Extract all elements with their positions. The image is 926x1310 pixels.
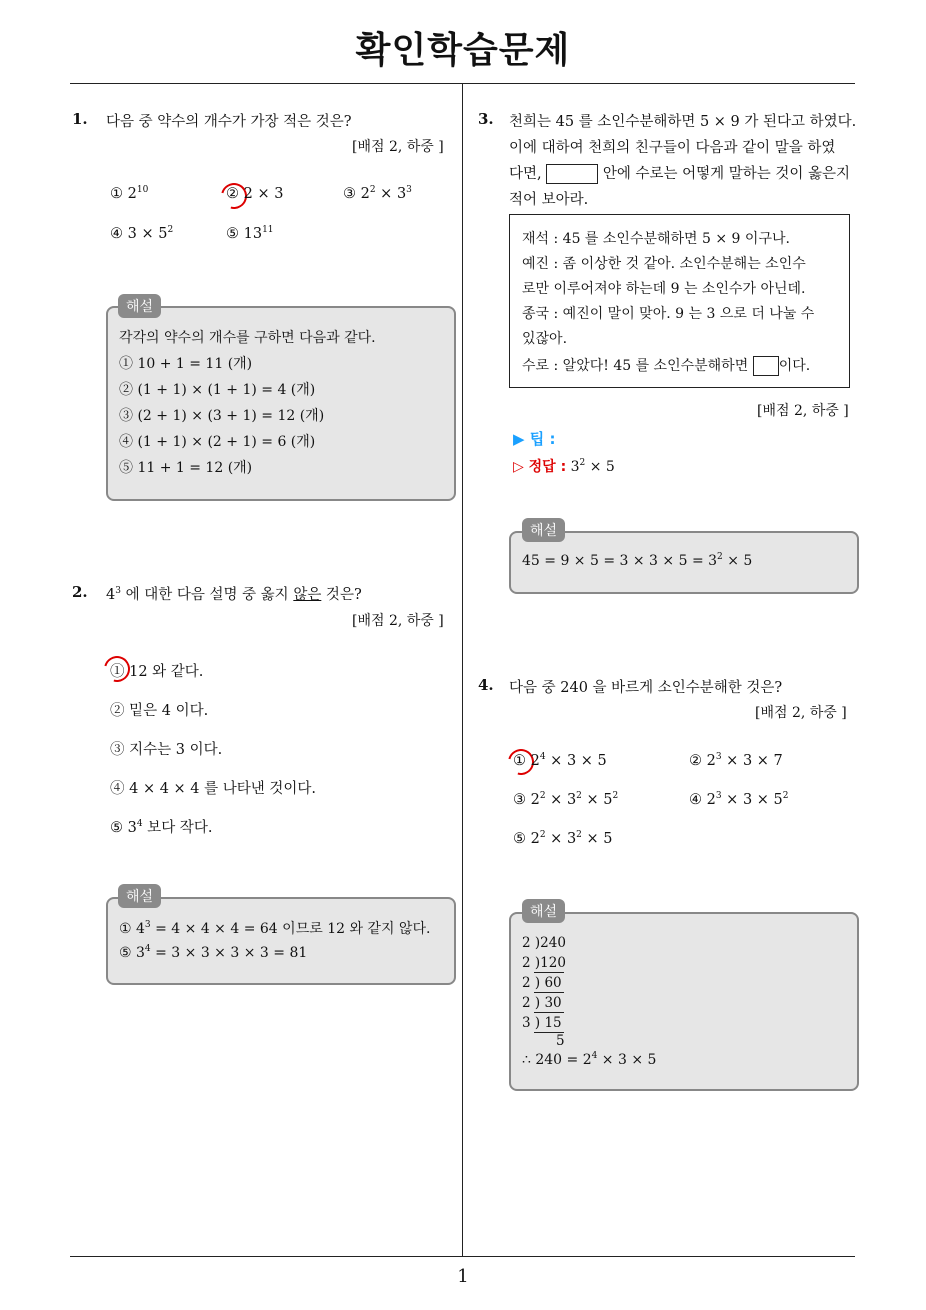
bottom-divider <box>70 1256 855 1257</box>
q3-dialog-line: 예진 : 좀 이상한 것 같아. 소인수분해는 소인수 <box>522 256 806 272</box>
q1-exp-line: ④ (1 + 1) × (2 + 1) = 6 (개) <box>119 434 316 450</box>
division-rule <box>534 1032 564 1033</box>
q4-division-line: 2 )120 <box>522 955 566 971</box>
q1-exp-line: ③ (2 + 1) × (3 + 1) = 12 (개) <box>119 408 325 424</box>
q2-explanation-box <box>106 897 456 985</box>
q4-explanation-tag: 해설 <box>522 899 565 923</box>
q4-division-quotient: 5 <box>556 1033 565 1049</box>
q2-meta: [배점 2, 하중 ] <box>352 613 444 629</box>
division-rule <box>534 972 564 973</box>
q3-answer: ▷ 정답 : $3^2 \times 5$ <box>513 458 615 475</box>
q1-exp-line: ② (1 + 1) × (1 + 1) = 4 (개) <box>119 382 316 398</box>
q1-option-2[interactable]: ② 2 × 3 <box>226 186 284 202</box>
division-rule <box>534 992 564 993</box>
q4-option-3[interactable]: ③ $2^2 \times 3^2 \times 5^2$ <box>513 791 619 808</box>
q4-meta: [배점 2, 하중 ] <box>755 705 847 721</box>
q3-blank-box <box>546 164 598 184</box>
q3-hint-label: ▶ 팁 : <box>513 430 556 448</box>
q3-number: 3. <box>478 110 494 128</box>
q3-exp-line: $45 = 9 \times 5 = 3 \times 3 \times 5 = 3^2 \times 5$ <box>522 552 753 569</box>
q2-exp-line: ① $4^3 = 4 \times 4 \times 4 = 64$ 이므로 12 와 같지 않다. <box>119 920 431 937</box>
q1-exp-line: ⑤ 11 + 1 = 12 (개) <box>119 460 253 476</box>
q2-number: 2. <box>72 583 88 601</box>
q4-number: 4. <box>478 676 494 694</box>
page-title: 확인학습문제 <box>355 30 571 71</box>
q2-question: $4^3$ 에 대한 다음 설명 중 옳지 않은 것은? <box>106 586 362 603</box>
q3-explanation-tag: 해설 <box>522 518 565 542</box>
q2-exp-line: ⑤ $3^4 = 3 \times 3 \times 3 \times 3 = 81$ <box>119 944 308 961</box>
q4-option-5[interactable]: ⑤ $2^2 \times 3^2 \times 5$ <box>513 830 613 847</box>
q1-exp-line: ① 10 + 1 = 11 (개) <box>119 356 253 372</box>
q4-option-2[interactable]: ② $2^3 \times 3 \times 7$ <box>689 752 783 769</box>
q2-option-1[interactable]: ① 12 와 같다. <box>110 664 204 680</box>
q4-option-1[interactable]: ① $2^4 \times 3 \times 5$ <box>513 752 607 769</box>
q3-question-line: 천희는 45 를 소인수분해하면 5 × 9 가 된다고 하였다. <box>509 114 857 130</box>
q3-question-line: 다면, 안에 수로는 어떻게 말하는 것이 옳은지 <box>509 166 850 182</box>
q1-option-5[interactable]: ⑤ $13^{11}$ <box>226 225 274 242</box>
q3-dialog-line: 재석 : 45 를 소인수분해하면 5 × 9 이구나. <box>522 231 790 247</box>
q3-dialog-line: 수로 : 알았다! 45 를 소인수분해하면 이다. <box>522 358 811 374</box>
q1-option-1[interactable]: ① $2^{10}$ <box>110 185 149 202</box>
q3-dialog-line: 로만 이루어져야 하는데 9 는 소인수가 아닌데. <box>522 281 806 297</box>
q4-division-line: 2 )240 <box>522 935 566 951</box>
q3-question-line: 이에 대하여 천희의 친구들이 다음과 같이 말을 하였 <box>509 140 836 156</box>
q3-question-line: 적어 보아라. <box>509 192 589 208</box>
q2-option-5[interactable]: ⑤ $3^4$ 보다 작다. <box>110 819 213 836</box>
q2-option-4[interactable]: ④ 4 × 4 × 4 를 나타낸 것이다. <box>110 781 317 797</box>
q2-option-3[interactable]: ③ 지수는 3 이다. <box>110 742 223 758</box>
q3-dialog-line: 있잖아. <box>522 331 568 347</box>
q1-explanation-tag: 해설 <box>118 294 161 318</box>
q4-division-line: 3 ) 15 <box>522 1015 562 1031</box>
q4-question: 다음 중 240 을 바르게 소인수분해한 것은? <box>509 680 783 696</box>
q3-meta: [배점 2, 하중 ] <box>757 403 849 419</box>
q1-exp-line: 각각의 약수의 개수를 구하면 다음과 같다. <box>119 330 376 346</box>
q2-explanation-tag: 해설 <box>118 884 161 908</box>
q1-option-3[interactable]: ③ $2^2 \times 3^3$ <box>343 185 412 202</box>
q3-dialog-line: 종국 : 예진이 말이 맞아. 9 는 3 으로 더 나눌 수 <box>522 306 815 322</box>
q1-meta: [배점 2, 하중 ] <box>352 139 444 155</box>
q1-question: 다음 중 약수의 개수가 가장 적은 것은? <box>106 114 352 130</box>
q1-option-4[interactable]: ④ $3 \times 5^2$ <box>110 225 174 242</box>
q3-dialog-blank <box>753 356 779 376</box>
division-rule <box>534 1012 564 1013</box>
page-number: 1 <box>457 1266 469 1287</box>
q4-division-line: 2 ) 30 <box>522 995 562 1011</box>
q2-option-2[interactable]: ② 밑은 4 이다. <box>110 703 209 719</box>
column-divider <box>462 83 463 1257</box>
q1-number: 1. <box>72 110 88 128</box>
q4-division-line: 2 ) 60 <box>522 975 562 991</box>
q4-option-4[interactable]: ④ $2^3 \times 3 \times 5^2$ <box>689 791 789 808</box>
q4-conclusion: ∴ $240 = 2^4 \times 3 \times 5$ <box>522 1051 657 1068</box>
